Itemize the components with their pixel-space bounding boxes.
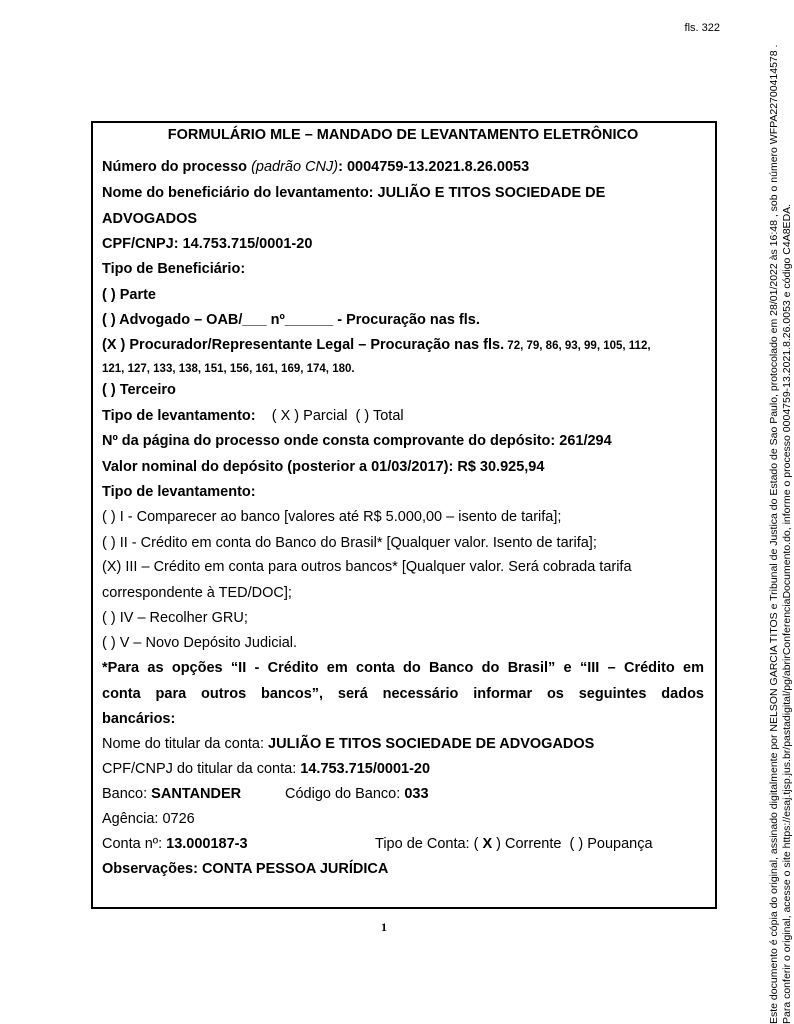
option-procurador: [102, 336, 651, 355]
valor-nominal: Valor nominal do depósito (posterior a 01/03/2017): R$ 30.925,94: [102, 459, 545, 475]
agencia-line: Agência: 0726: [102, 811, 195, 827]
tipo-levantamento-label-2: Tipo de levantamento:: [102, 484, 256, 500]
codigo-banco: [285, 785, 429, 803]
tipo-conta-mark: X: [482, 836, 493, 852]
option-i: ( ) I - Comparecer ao banco [valores até R$ 5.000,00 – isento de tarifa];: [102, 509, 562, 525]
page-folio: fls. 322: [684, 22, 720, 34]
banco-value: SANTANDER: [151, 786, 242, 802]
option-parte: ( ) Parte: [102, 287, 156, 303]
beneficiario-line-1: Nome do beneficiário do levantamento: JULIÃO E TITOS SOCIEDADE DE: [102, 185, 606, 201]
beneficiario-line-2: ADVOGADOS: [102, 211, 198, 227]
cpf-titular-label: CPF/CNPJ do titular da conta:: [102, 761, 301, 777]
option-iii-line-2: correspondente à TED/DOC];: [102, 585, 292, 601]
form-title: FORMULÁRIO MLE – MANDADO DE LEVANTAMENTO ELETRÔNICO: [167, 127, 639, 143]
form-box: [91, 121, 717, 909]
tipo-levantamento-line: [102, 407, 404, 425]
processo-label: Número do processo: [102, 159, 252, 175]
nota-line-2: conta para outros bancos”, será necessário informar os seguintes dados: [102, 686, 704, 702]
cpf-titular-line: [102, 760, 430, 778]
stamp-line-2: Para conferir o original, acesse o site https://esaj.tjsp.jus.br/pastadigital/pg/abrirConferenciaDocumento.do, informe o processo 0004759-13.2021.8.26.0053 e código C4A8EDA.: [781, 203, 793, 1024]
tipo-levantamento-options: ( X ) Parcial ( ) Total: [255, 408, 404, 424]
codigo-banco-label: Código do Banco:: [285, 786, 405, 802]
banco-label: Banco:: [102, 786, 152, 802]
page-number: 1: [381, 920, 387, 934]
stamp-line-1: Este documento é cópia do original, assinado digitalmente por NELSON GARCIA TITOS e Tribunal de Justica do Estado de Sao Paulo, protocolado em 28/01/2022 às 16:48 , sob o número WFPA22700414578 .: [768, 44, 780, 1024]
tipo-conta-rest: ) Corrente ( ) Poupança: [492, 836, 653, 852]
observacoes: Observações: CONTA PESSOA JURÍDICA: [102, 861, 389, 877]
option-v: ( ) V – Novo Depósito Judicial.: [102, 635, 298, 651]
nota-line-1: *Para as opções “II - Crédito em conta do Banco do Brasil” e “III – Crédito em: [102, 660, 704, 676]
tipo-levantamento-label: Tipo de levantamento:: [102, 408, 256, 424]
digital-signature-stamp: [768, 14, 794, 1024]
option-iii-line-1: (X) III – Crédito em conta para outros bancos* [Qualquer valor. Será cobrada tarifa: [102, 559, 632, 575]
procurador-fls-1: 72, 79, 86, 93, 99, 105, 112,: [504, 340, 651, 352]
cpf-cnpj: CPF/CNPJ: 14.753.715/0001-20: [102, 236, 313, 252]
titular-value: JULIÃO E TITOS SOCIEDADE DE ADVOGADOS: [268, 736, 595, 752]
conta-line: [102, 835, 248, 853]
pagina-comprovante: Nº da página do processo onde consta comprovante do depósito: 261/294: [102, 433, 612, 449]
processo-value: : 0004759-13.2021.8.26.0053: [338, 159, 530, 175]
nota-line-3: bancários:: [102, 711, 176, 727]
codigo-banco-value: 033: [404, 786, 429, 802]
option-ii: ( ) II - Crédito em conta do Banco do Brasil* [Qualquer valor. Isento de tarifa];: [102, 535, 597, 551]
tipo-beneficiario-label: Tipo de Beneficiário:: [102, 261, 246, 277]
banco-line: [102, 785, 241, 803]
processo-hint: (padrão CNJ): [251, 159, 339, 175]
procurador-fls-2: 121, 127, 133, 138, 151, 156, 161, 169, 174, 180.: [102, 363, 355, 375]
titular-label: Nome do titular da conta:: [102, 736, 269, 752]
titular-line: [102, 735, 594, 753]
cpf-titular-value: 14.753.715/0001-20: [300, 761, 431, 777]
procurador-label: (X ) Procurador/Representante Legal – Procuração nas fls.: [102, 337, 505, 353]
conta-value: 13.000187-3: [166, 836, 248, 852]
option-advogado: ( ) Advogado – OAB/___ nº______ - Procuração nas fls.: [102, 312, 480, 328]
conta-label: Conta nº:: [102, 836, 167, 852]
option-iv: ( ) IV – Recolher GRU;: [102, 610, 248, 626]
option-terceiro: ( ) Terceiro: [102, 382, 176, 398]
tipo-conta-label: Tipo de Conta: (: [375, 836, 483, 852]
processo-line: [102, 158, 529, 176]
tipo-conta: [375, 835, 653, 853]
